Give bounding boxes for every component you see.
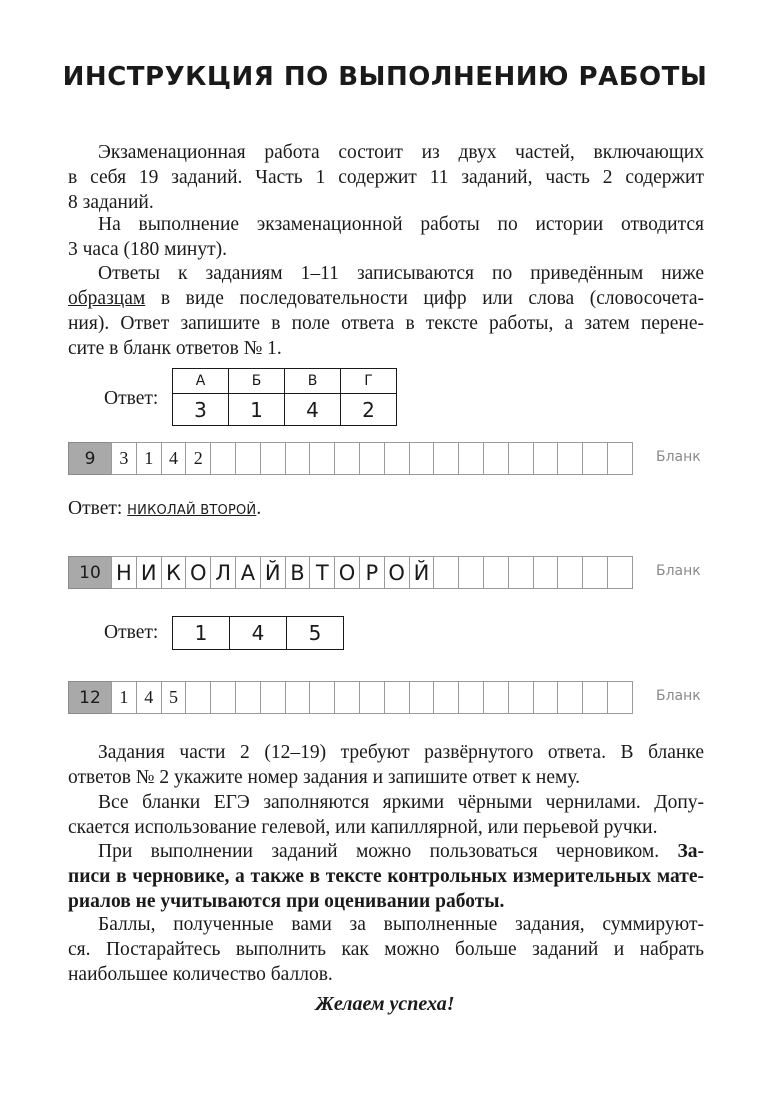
blank-cell[interactable]: О <box>334 556 360 589</box>
blank-cell[interactable]: 4 <box>161 442 187 475</box>
blank-cell[interactable]: Й <box>409 556 435 589</box>
blank-cell[interactable] <box>359 442 385 475</box>
blank-cell[interactable] <box>533 681 559 714</box>
blank-cell[interactable] <box>359 681 385 714</box>
blank-cell[interactable] <box>334 681 360 714</box>
blank-cell[interactable]: 4 <box>136 681 162 714</box>
blank-label: Бланк <box>656 688 701 704</box>
sample1-value-g: 2 <box>341 394 397 426</box>
blank-cell[interactable] <box>483 442 509 475</box>
blank-cell[interactable] <box>235 681 261 714</box>
sample2-handwritten: НИКОЛАЙ ВТОРОЙ <box>127 503 257 518</box>
blank-cells <box>112 556 633 589</box>
blank-cell[interactable] <box>409 681 435 714</box>
blank-cell[interactable] <box>483 556 509 589</box>
paragraph-ink <box>68 790 704 840</box>
blank-cell[interactable] <box>285 681 311 714</box>
blank-cell[interactable]: Р <box>359 556 385 589</box>
blank-cell[interactable] <box>607 442 633 475</box>
blank-cell[interactable]: В <box>285 556 311 589</box>
sample3-value: 1 <box>173 617 230 650</box>
para3-line1: Ответы к заданиям 1–11 записываются по приведённым ниже <box>98 263 704 284</box>
blank-cell[interactable] <box>384 681 410 714</box>
paragraph-time <box>68 212 704 262</box>
blank-cell[interactable] <box>334 442 360 475</box>
sample3-value: 5 <box>287 617 344 650</box>
sample3-label: Ответ: <box>104 622 159 643</box>
closing-wish: Желаем успеха! <box>315 993 455 1015</box>
blank-cell[interactable]: Н <box>111 556 137 589</box>
para3-line3: ния). Ответ запишите в поле ответа в тексте работы, а затем перене- <box>68 313 704 334</box>
sample1-value-b: 1 <box>229 394 285 426</box>
blank-cell[interactable] <box>409 442 435 475</box>
blank-row-10 <box>68 556 633 589</box>
blank-cell[interactable] <box>557 442 583 475</box>
sample2-dot: . <box>256 498 262 519</box>
para6-line3: риалов не учитываются при оценивании работы. <box>68 891 505 912</box>
blank-cell[interactable] <box>508 442 534 475</box>
sample1-label: Ответ: <box>104 388 159 409</box>
blank-label: Бланк <box>656 449 701 465</box>
blank-cell[interactable] <box>185 681 211 714</box>
sample1-header-a: А <box>173 369 229 394</box>
para2-line2: 3 часа (180 минут). <box>68 239 227 260</box>
para7-line1: Баллы, полученные вами за выполненные задания, суммируют- <box>98 914 704 935</box>
blank-cell[interactable] <box>508 681 534 714</box>
para7-line3: наибольшее количество баллов. <box>68 964 333 985</box>
blank-cells <box>112 442 633 475</box>
paragraph-structure <box>68 140 704 215</box>
blank-cell[interactable] <box>210 442 236 475</box>
para5-line2: скается использование гелевой, или капиллярной, или перьевой ручки. <box>68 817 658 838</box>
blank-row-12 <box>68 681 633 714</box>
sample3-value: 4 <box>230 617 287 650</box>
sample1-header-g: Г <box>341 369 397 394</box>
sample2-answer <box>68 498 261 520</box>
blank-cell[interactable] <box>607 681 633 714</box>
para6-bold-start: За- <box>677 841 704 862</box>
blank-cells <box>112 681 633 714</box>
blank-cell[interactable] <box>533 442 559 475</box>
blank-cell[interactable] <box>607 556 633 589</box>
blank-cell[interactable]: О <box>185 556 211 589</box>
blank-cell[interactable] <box>582 442 608 475</box>
blank-cell[interactable] <box>458 442 484 475</box>
blank-task-number: 12 <box>68 681 112 714</box>
para6-line2: писи в черновике, а также в тексте контрольных измерительных мате- <box>68 866 704 887</box>
blank-cell[interactable] <box>210 681 236 714</box>
blank-cell[interactable]: И <box>136 556 162 589</box>
para7-line2: ся. Постарайтесь выполнить как можно больше заданий и набрать <box>68 939 704 960</box>
paragraph-draft <box>68 839 704 914</box>
blank-cell[interactable]: Т <box>309 556 335 589</box>
blank-cell[interactable]: 5 <box>161 681 187 714</box>
blank-cell[interactable]: К <box>161 556 187 589</box>
blank-task-number: 10 <box>68 556 112 589</box>
blank-task-number: 9 <box>68 442 112 475</box>
blank-cell[interactable] <box>557 556 583 589</box>
para6-line1: При выполнении заданий можно пользоваться черновиком. <box>98 841 678 862</box>
para3-line4: сите в бланк ответов № 1. <box>68 338 282 359</box>
page-title: ИНСТРУКЦИЯ ПО ВЫПОЛНЕНИЮ РАБОТЫ <box>62 62 708 92</box>
blank-cell[interactable]: 1 <box>136 442 162 475</box>
sample1-answer-table <box>172 368 397 426</box>
blank-row-9 <box>68 442 633 475</box>
blank-cell[interactable] <box>582 556 608 589</box>
para3-line2: в виде последовательности цифр или слова (словосочета- <box>145 288 704 309</box>
paragraph-answers <box>68 261 704 361</box>
blank-cell[interactable] <box>285 442 311 475</box>
blank-cell[interactable] <box>260 681 286 714</box>
blank-cell[interactable] <box>260 442 286 475</box>
blank-cell[interactable] <box>235 442 261 475</box>
para1-line1: Экзаменационная работа состоит из двух частей, включающих <box>98 142 704 163</box>
para4-line1: Задания части 2 (12–19) требуют развёрнутого ответа. В бланке <box>98 742 704 763</box>
blank-cell[interactable] <box>557 681 583 714</box>
blank-cell[interactable] <box>582 681 608 714</box>
blank-cell[interactable] <box>433 681 459 714</box>
blank-cell[interactable]: 2 <box>185 442 211 475</box>
para1-line3: 8 заданий. <box>68 192 154 213</box>
sample1-value-a: 3 <box>173 394 229 426</box>
blank-cell[interactable] <box>458 556 484 589</box>
para5-line1: Все бланки ЕГЭ заполняются яркими чёрными чернилами. Допу- <box>98 792 704 813</box>
sample2-label: Ответ: <box>68 498 128 519</box>
blank-cell[interactable] <box>309 681 335 714</box>
blank-cell[interactable] <box>309 442 335 475</box>
blank-cell[interactable] <box>433 556 459 589</box>
paragraph-points <box>68 912 704 987</box>
blank-cell[interactable]: О <box>384 556 410 589</box>
blank-cell[interactable] <box>458 681 484 714</box>
blank-cell[interactable]: Л <box>210 556 236 589</box>
blank-cell[interactable]: Й <box>260 556 286 589</box>
blank-cell[interactable] <box>433 442 459 475</box>
samples-link[interactable]: образцам <box>68 288 146 309</box>
blank-cell[interactable] <box>483 681 509 714</box>
para1-line2: в себя 19 заданий. Часть 1 содержит 11 заданий, часть 2 содержит <box>68 167 704 188</box>
blank-cell[interactable] <box>508 556 534 589</box>
sample1-header-v: В <box>285 369 341 394</box>
paragraph-part2 <box>68 740 704 790</box>
blank-cell[interactable] <box>533 556 559 589</box>
para2-line1: На выполнение экзаменационной работы по истории отводится <box>98 214 704 235</box>
blank-cell[interactable]: 1 <box>111 681 137 714</box>
sample3-answer-table <box>172 616 344 650</box>
blank-cell[interactable]: А <box>235 556 261 589</box>
blank-cell[interactable]: 3 <box>111 442 137 475</box>
sample1-header-b: Б <box>229 369 285 394</box>
para4-line2: ответов № 2 укажите номер задания и запишите ответ к нему. <box>68 767 580 788</box>
blank-label: Бланк <box>656 563 701 579</box>
blank-cell[interactable] <box>384 442 410 475</box>
sample1-value-v: 4 <box>285 394 341 426</box>
